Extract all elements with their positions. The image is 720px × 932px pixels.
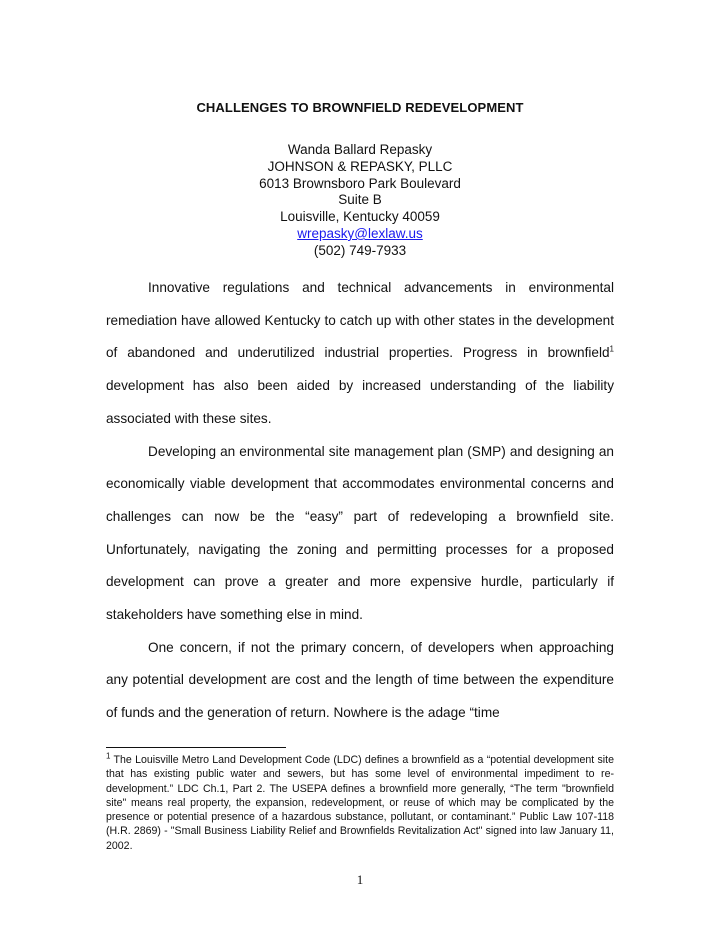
page-number: 1	[356, 872, 364, 887]
firm-name: JOHNSON & REPASKY, PLLC	[267, 158, 453, 174]
author-name: Wanda Ballard Repasky	[287, 142, 433, 157]
paragraph-3: One concern, if not the primary concern, of developers when approaching any potential development are cost and the length of time between the expenditure of funds and the generation of return. Nowhere is the adage “time	[106, 639, 614, 721]
body-text	[106, 272, 614, 730]
paragraph-1-text: Innovative regulations and technical advancements in environmental remediation have allowed Kentucky to catch up with other states in the development of abandoned and underutilized industrial properties. Progress in brownfield	[106, 280, 614, 361]
author-block	[0, 142, 720, 260]
paragraph-1	[106, 272, 614, 436]
footnote-marker: 1	[106, 751, 111, 761]
phone-number: (502) 749-7933	[313, 242, 407, 258]
footnote-divider	[106, 747, 286, 748]
footnote	[106, 753, 614, 853]
city-state-zip: Louisville, Kentucky 40059	[280, 209, 440, 225]
document-title: CHALLENGES TO BROWNFIELD REDEVELOPMENT	[196, 100, 524, 115]
email-link[interactable]: wrepasky@lexlaw.us	[297, 225, 423, 241]
paragraph-2: Developing an environmental site management plan (SMP) and designing an economically viable development that accommodates environmental concerns and challenges can now be the “easy” part of redeveloping a brownfield site. Unfortunately, navigating the zoning and permitting processes for a proposed development can prove a greater and more expensive hurdle, particularly if stakeholders have something else in mind.	[106, 443, 614, 623]
street-address: 6013 Brownsboro Park Boulevard	[259, 175, 461, 191]
suite: Suite B	[338, 192, 382, 208]
footnote-text: The Louisville Metro Land Development Code (LDC) defines a brownfield as a “potential development site that has existing public water and sewers, but has some level of environmental impediment to re-development.” LDC Ch.1, Part 2. The USEPA defines a brownfield more generally, “The term "brownfield site" means real property, the expansion, redevelopment, or reuse of which may be complicated by the presence or potential presence of a hazardous substance, pollutant, or contaminant.” Public Law 107-118 (H.R. 2869) - "Small Business Liability Relief and Brownfields Revitalization Act" signed into law January 11, 2002.	[106, 754, 614, 852]
paragraph-1-continued: development has also been aided by increased understanding of the liability associated with these sites.	[106, 378, 614, 426]
footnote-reference[interactable]: 1	[609, 344, 614, 354]
